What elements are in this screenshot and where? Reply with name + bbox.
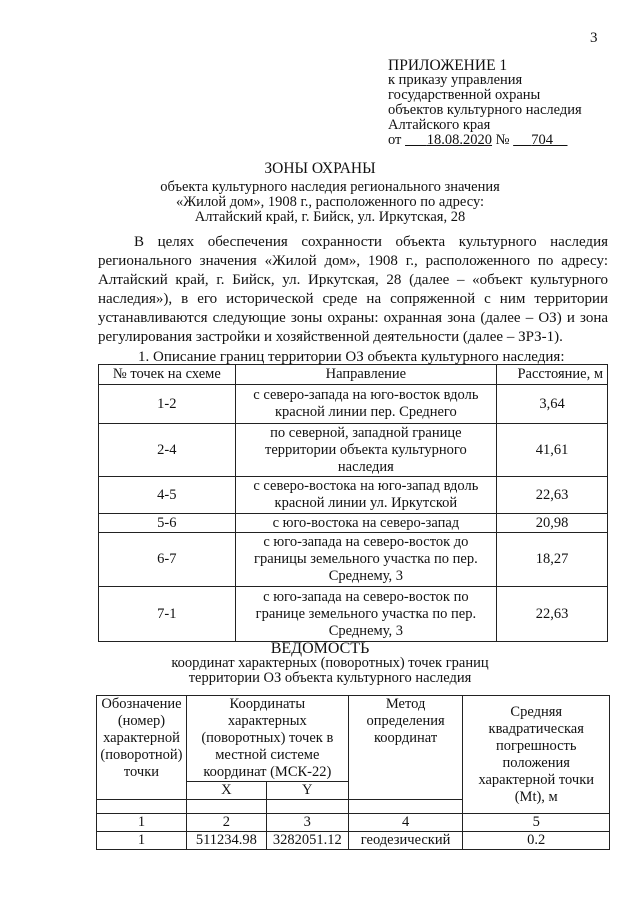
col-header-distance: Расстояние, м [497, 365, 608, 385]
col-header-coordinates: Координаты характерных (поворотных) точек в местной системе координат (МСК-22) [186, 696, 348, 782]
cell-distance: 3,64 [497, 385, 608, 424]
appendix-line: к приказу управления [388, 72, 523, 88]
cell-points: 1-2 [99, 385, 236, 424]
appendix-line: объектов культурного наследия [388, 102, 582, 118]
appendix-line: Алтайского края [388, 117, 491, 133]
cell-distance: 18,27 [497, 533, 608, 587]
appendix-block [388, 58, 582, 148]
vedomost-subtitle: координат характерных (поворотных) точек границ территории ОЗ объекта культурного наследия [171, 655, 489, 686]
cell-distance: 22,63 [497, 477, 608, 514]
table-row [99, 514, 608, 533]
appendix-title: ПРИЛОЖЕНИЕ 1 [388, 57, 508, 74]
col-header-x: X [186, 782, 266, 800]
cell-distance: 20,98 [497, 514, 608, 533]
table-row [99, 477, 608, 514]
col-header-method: Метод определения координат [348, 696, 463, 800]
table-row [97, 832, 610, 850]
zones-subtitle: объекта культурного наследия регионального значения «Жилой дом», 1908 г., расположенного по адресу: Алтайский край, г. Бийск, ул. Иркутская, 28 [160, 179, 500, 225]
boundary-table [98, 364, 608, 642]
table-row [99, 533, 608, 587]
vedomost-title: ВЕДОМОСТЬ [270, 640, 370, 657]
col-header-direction: Направление [235, 365, 496, 385]
table-row [99, 424, 608, 477]
cell-distance: 41,61 [497, 424, 608, 477]
table-header-row [99, 365, 608, 385]
col-number: 5 [463, 814, 610, 832]
cell-direction: с юго-востока на северо-запад [235, 514, 496, 533]
col-number: 4 [348, 814, 463, 832]
col-header-error: Средняя квадратическая погрешность положения характерной точки (Mt), м [463, 696, 610, 814]
cell-points: 6-7 [99, 533, 236, 587]
col-header-designation: Обозначение (номер) характерной (поворотной) точки [97, 696, 187, 800]
cell-direction: по северной, западной границе территории объекта культурного наследия [235, 424, 496, 477]
column-numbers-row [97, 814, 610, 832]
page-number: 3 [590, 30, 598, 46]
table-header-row [97, 696, 610, 782]
cell-points: 7-1 [99, 587, 236, 642]
order-number: 704 [531, 132, 553, 148]
cell-direction: с северо-востока на юго-запад вдоль красной линии ул. Иркутской [235, 477, 496, 514]
cell-direction: с юго-запада на северо-восток по границе земельного участка по пер. Среднему, 3 [235, 587, 496, 642]
table-row [99, 587, 608, 642]
intro-paragraph: В целях обеспечения сохранности объекта культурного наследия регионального значения «Жилой дом», 1908 г., расположенного по адресу: Алтайский край, г. Бийск, ул. Иркутская, 28 (далее – «объект культурного наследия»), в его исторической среде на сопряженной с ним территории устанавливаются следующие зоны охраны: охранная зона (далее – ОЗ) и зона регулирования застройки и хозяйственной деятельности (далее – ЗРЗ-1). [98, 234, 608, 345]
cell-direction: с юго-запада на северо-восток до границы земельного участка по пер. Среднему, 3 [235, 533, 496, 587]
col-number: 1 [97, 814, 187, 832]
cell-points: 4-5 [99, 477, 236, 514]
cell-direction: с северо-запада на юго-восток вдоль красной линии пер. Среднего [235, 385, 496, 424]
number-sign: № [495, 132, 510, 148]
cell-y: 3282051.12 [266, 832, 348, 850]
order-date: 18.08.2020 [426, 132, 493, 148]
cell-distance: 22,63 [497, 587, 608, 642]
cell-x: 511234.98 [186, 832, 266, 850]
col-header-points: № точек на схеме [99, 365, 236, 385]
zones-title: ЗОНЫ ОХРАНЫ [264, 160, 376, 177]
col-number: 2 [186, 814, 266, 832]
cell-points: 5-6 [99, 514, 236, 533]
section1-heading: 1. Описание границ территории ОЗ объекта культурного наследия: [138, 349, 565, 365]
appendix-line: государственной охраны [388, 87, 541, 103]
appendix-date-line [388, 133, 582, 148]
table-row [99, 385, 608, 424]
cell-error: 0.2 [463, 832, 610, 850]
cell-point: 1 [97, 832, 187, 850]
date-prefix: от [388, 132, 402, 148]
col-header-y: Y [266, 782, 348, 800]
cell-points: 2-4 [99, 424, 236, 477]
coordinates-table [96, 695, 610, 850]
col-number: 3 [266, 814, 348, 832]
cell-method: геодезический [348, 832, 463, 850]
